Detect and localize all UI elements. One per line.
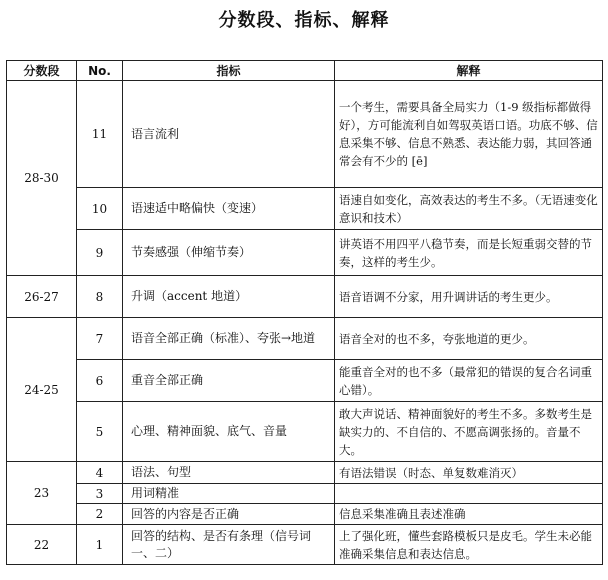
number-cell: 3 bbox=[77, 484, 123, 504]
header-row bbox=[7, 61, 603, 81]
header-indicator: 指标 bbox=[123, 61, 335, 81]
indicator-cell: 语音全部正确（标准）、夸张→地道 bbox=[123, 318, 335, 360]
number-cell: 8 bbox=[77, 276, 123, 318]
table-row bbox=[7, 462, 603, 484]
band-cell: 23 bbox=[7, 462, 77, 525]
table-row bbox=[7, 230, 603, 276]
explanation-cell: 语音语调不分家，用升调讲话的考生更少。 bbox=[335, 276, 603, 318]
header-no: No. bbox=[77, 61, 123, 81]
number-cell: 4 bbox=[77, 462, 123, 484]
number-cell: 5 bbox=[77, 402, 123, 462]
indicator-cell: 节奏感强（伸缩节奏） bbox=[123, 230, 335, 276]
header-band: 分数段 bbox=[7, 61, 77, 81]
score-band-table bbox=[6, 60, 603, 565]
number-cell: 9 bbox=[77, 230, 123, 276]
number-cell: 1 bbox=[77, 525, 123, 565]
indicator-cell: 语言流利 bbox=[123, 81, 335, 188]
table-row bbox=[7, 188, 603, 230]
table-row bbox=[7, 81, 603, 188]
explanation-cell: 一个考生，需要具备全局实力（1-9 级指标都做得好），方可能流利自如驾驭英语口语。功底不够、信息采集不够、信息不熟悉、表达能力弱，其回答通常会有不少的 [ē] bbox=[335, 81, 603, 188]
band-cell: 28-30 bbox=[7, 81, 77, 276]
indicator-cell: 回答的结构、是否有条理（信号词 一、二） bbox=[123, 525, 335, 565]
explanation-cell: 能重音全对的也不多（最常犯的错误的复合名词重心错）。 bbox=[335, 360, 603, 402]
page-title: 分数段、指标、解释 bbox=[218, 10, 390, 31]
explanation-cell: 信息采集准确且表述准确 bbox=[335, 504, 603, 525]
explanation-cell: 敢大声说话、精神面貌好的考生不多。多数考生是缺实力的、不自信的、不愿高调张扬的。音量不大。 bbox=[335, 402, 603, 462]
indicator-cell: 回答的内容是否正确 bbox=[123, 504, 335, 525]
band-cell: 22 bbox=[7, 525, 77, 565]
indicator-cell: 语速适中略偏快（变速） bbox=[123, 188, 335, 230]
number-cell: 10 bbox=[77, 188, 123, 230]
band-cell: 24-25 bbox=[7, 318, 77, 462]
explanation-cell: 讲英语不用四平八稳节奏，而是长短重弱交替的节奏，这样的考生少。 bbox=[335, 230, 603, 276]
band-cell: 26-27 bbox=[7, 276, 77, 318]
indicator-cell: 重音全部正确 bbox=[123, 360, 335, 402]
number-cell: 2 bbox=[77, 504, 123, 525]
indicator-cell: 心理、精神面貌、底气、音量 bbox=[123, 402, 335, 462]
table-row bbox=[7, 525, 603, 565]
explanation-cell: 语速自如变化，高效表达的考生不多。（无语速变化意识和技术） bbox=[335, 188, 603, 230]
table-row bbox=[7, 402, 603, 462]
table-row bbox=[7, 318, 603, 360]
table-row bbox=[7, 360, 603, 402]
indicator-cell: 用词精准 bbox=[123, 484, 335, 504]
header-explanation: 解释 bbox=[335, 61, 603, 81]
indicator-cell: 语法、句型 bbox=[123, 462, 335, 484]
number-cell: 11 bbox=[77, 81, 123, 188]
table-row bbox=[7, 484, 603, 504]
explanation-cell: 上了强化班，懂些套路模板只是皮毛。学生未必能准确采集信息和表达信息。 bbox=[335, 525, 603, 565]
explanation-cell: 语音全对的也不多，夸张地道的更少。 bbox=[335, 318, 603, 360]
explanation-cell: 有语法错误（时态、单复数难消灭） bbox=[335, 462, 603, 484]
number-cell: 6 bbox=[77, 360, 123, 402]
indicator-cell: 升调（accent 地道） bbox=[123, 276, 335, 318]
table-row bbox=[7, 504, 603, 525]
explanation-cell bbox=[335, 484, 603, 504]
number-cell: 7 bbox=[77, 318, 123, 360]
table-row bbox=[7, 276, 603, 318]
